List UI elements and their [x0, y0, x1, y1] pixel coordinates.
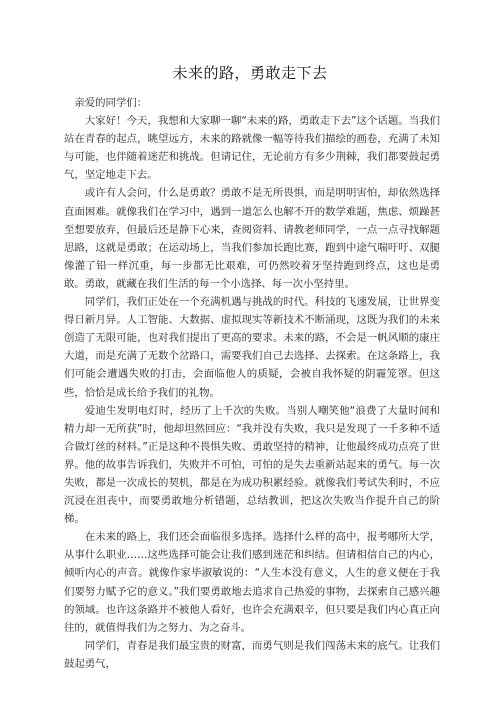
- salutation: 亲爱的同学们：: [74, 97, 148, 109]
- paragraph-era: 同学们，我们正处在一个充满机遇与挑战的时代。科技的飞速发展，让世界变得日新月异。人工智能、大数据、虚拟现实等新技术不断涌现，这既为我们的未来创造了无限可能，也对我们提出了更高的要求。未来的路，不会是一帆风顺的康庄大道，而是充满了无数个岔路口，需要我们自己去选择、去探索。在这条路上，我们可能会遭遇失败的打击，会面临他人的质疑，会被自我怀疑的阴霾笼罩。但这些，恰恰是成长给予我们的礼物。: [64, 296, 440, 399]
- page-title: 未来的路，勇敢走下去: [172, 64, 328, 82]
- document-body: [64, 94, 440, 673]
- paragraph-courage: 或许有人会问，什么是勇敢？勇敢不是无所畏惧，而是明明害怕，却依然选择直面困难。就像我们在学习中，遇到一道怎么也解不开的数学难题，焦虑、烦躁甚至想要放弃，但最后还是静下心来，查阅资料、请教老师同学，一点一点寻找解题思路，这就是勇敢；在运动场上，当我们参加长跑比赛，跑到中途气喘吁吁、双腿像灌了铅一样沉重，每一步都无比艰难，可仍然咬着牙坚持跑到终点，这也是勇敢。勇敢，就藏在我们生活的每一个小选择、每一次小坚持里。: [64, 187, 440, 290]
- paragraph-edison: 爱迪生发明电灯时，经历了上千次的失败。当别人嘲笑他“浪费了大量时间和精力却一无所获”时，他却坦然回应：“我并没有失败，我只是发现了一千多种不适合做灯丝的材料。”正是这种不畏惧失败、勇敢坚持的精神，让他最终成功点亮了世界。他的故事告诉我们，失败并不可怕，可怕的是失去重新站起来的勇气。每一次失败，都是一次成长的契机，都是在为成功积累经验。就像我们考试失利时，不应沉浸在沮丧中，而要勇敢地分析错题，总结教训，把这次失败当作提升自己的阶梯。: [64, 404, 440, 526]
- paragraph-youth: 同学们，青春是我们最宝贵的财富，而勇气则是我们闯荡未来的底气。让我们鼓起勇气，: [64, 639, 440, 670]
- paragraph-intro: 大家好！今天，我想和大家聊一聊“未来的路，勇敢走下去”这个话题。当我们站在青春的起点，眺望远方，未来的路就像一幅等待我们描绘的画卷，充满了未知与可能，也伴随着迷茫和挑战。但请记住，无论前方有多少荆棘，我们都要鼓起勇气，坚定地走下去。: [64, 115, 440, 182]
- paragraph-choices: 在未来的路上，我们还会面临很多选择。选择什么样的高中，报考哪所大学，从事什么职业……这些选择可能会让我们感到迷茫和纠结。但请相信自己的内心，倾听内心的声音。就像作家毕淑敏说的：“人生本没有意义，人生的意义便在于我们要努力赋予它的意义。”我们要勇敢地去追求自己热爱的事物，去探索自己感兴趣的领域。也许这条路并不被他人看好，也许会充满艰辛，但只要是我们内心真正向往的，就值得我们为之努力、为之奋斗。: [64, 531, 440, 634]
